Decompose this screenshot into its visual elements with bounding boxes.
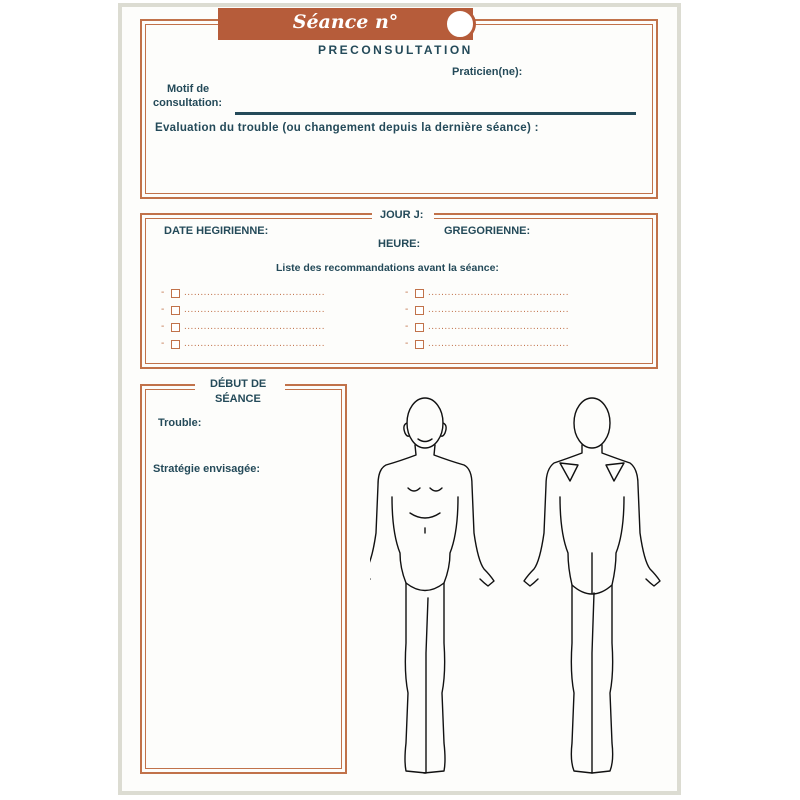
- recommendations-title: Liste des recommandations avant la séance:: [276, 262, 499, 274]
- rec-prefix: -: [161, 338, 165, 349]
- checkbox-icon[interactable]: [171, 340, 180, 349]
- rec-dots[interactable]: ...........................................: [184, 304, 325, 315]
- rec-prefix: -: [161, 287, 165, 298]
- checkbox-icon[interactable]: [415, 340, 424, 349]
- session-number-circle[interactable]: [444, 8, 476, 40]
- rec-dots[interactable]: ...........................................: [428, 338, 569, 349]
- motif-input-line[interactable]: [235, 112, 636, 115]
- rec-prefix: -: [161, 321, 165, 332]
- checkbox-icon[interactable]: [415, 306, 424, 315]
- strategie-label: Stratégie envisagée:: [153, 463, 260, 475]
- rec-prefix: -: [161, 304, 165, 315]
- motif-label-1: Motif de: [167, 83, 210, 95]
- rec-dots[interactable]: ...........................................: [184, 338, 325, 349]
- motif-label-2: consultation:: [153, 97, 223, 109]
- jour-label: JOUR J:: [380, 209, 424, 221]
- heure-label: HEURE:: [378, 238, 421, 250]
- rec-dots[interactable]: ...........................................: [428, 321, 569, 332]
- rec-prefix: -: [405, 304, 409, 315]
- rec-prefix: -: [405, 321, 409, 332]
- debut-heading-1: DÉBUT DE: [210, 378, 267, 390]
- debut-heading-2: SÉANCE: [215, 393, 261, 405]
- checkbox-icon[interactable]: [415, 289, 424, 298]
- checkbox-icon[interactable]: [171, 306, 180, 315]
- evaluation-label: Evaluation du trouble (ou changement depuis la dernière séance) :: [155, 122, 539, 134]
- rec-prefix: -: [405, 287, 409, 298]
- rec-prefix: -: [405, 338, 409, 349]
- preconsultation-heading: PRECONSULTATION: [318, 43, 473, 57]
- rec-dots[interactable]: ...........................................: [184, 321, 325, 332]
- session-banner: [218, 8, 473, 40]
- date-hegirienne-label: DATE HEGIRIENNE:: [164, 225, 269, 237]
- body-back-icon[interactable]: [520, 393, 670, 778]
- rec-dots[interactable]: ...........................................: [428, 304, 569, 315]
- praticien-label: Praticien(ne):: [452, 66, 523, 78]
- debut-frame-inner: [145, 389, 342, 769]
- trouble-label: Trouble:: [158, 417, 202, 429]
- rec-dots[interactable]: ...........................................: [428, 287, 569, 298]
- gregorienne-label: GREGORIENNE:: [444, 225, 531, 237]
- rec-dots[interactable]: ...........................................: [184, 287, 325, 298]
- checkbox-icon[interactable]: [415, 323, 424, 332]
- checkbox-icon[interactable]: [171, 323, 180, 332]
- checkbox-icon[interactable]: [171, 289, 180, 298]
- body-front-icon[interactable]: [370, 393, 510, 778]
- session-title: Séance n°: [292, 11, 399, 33]
